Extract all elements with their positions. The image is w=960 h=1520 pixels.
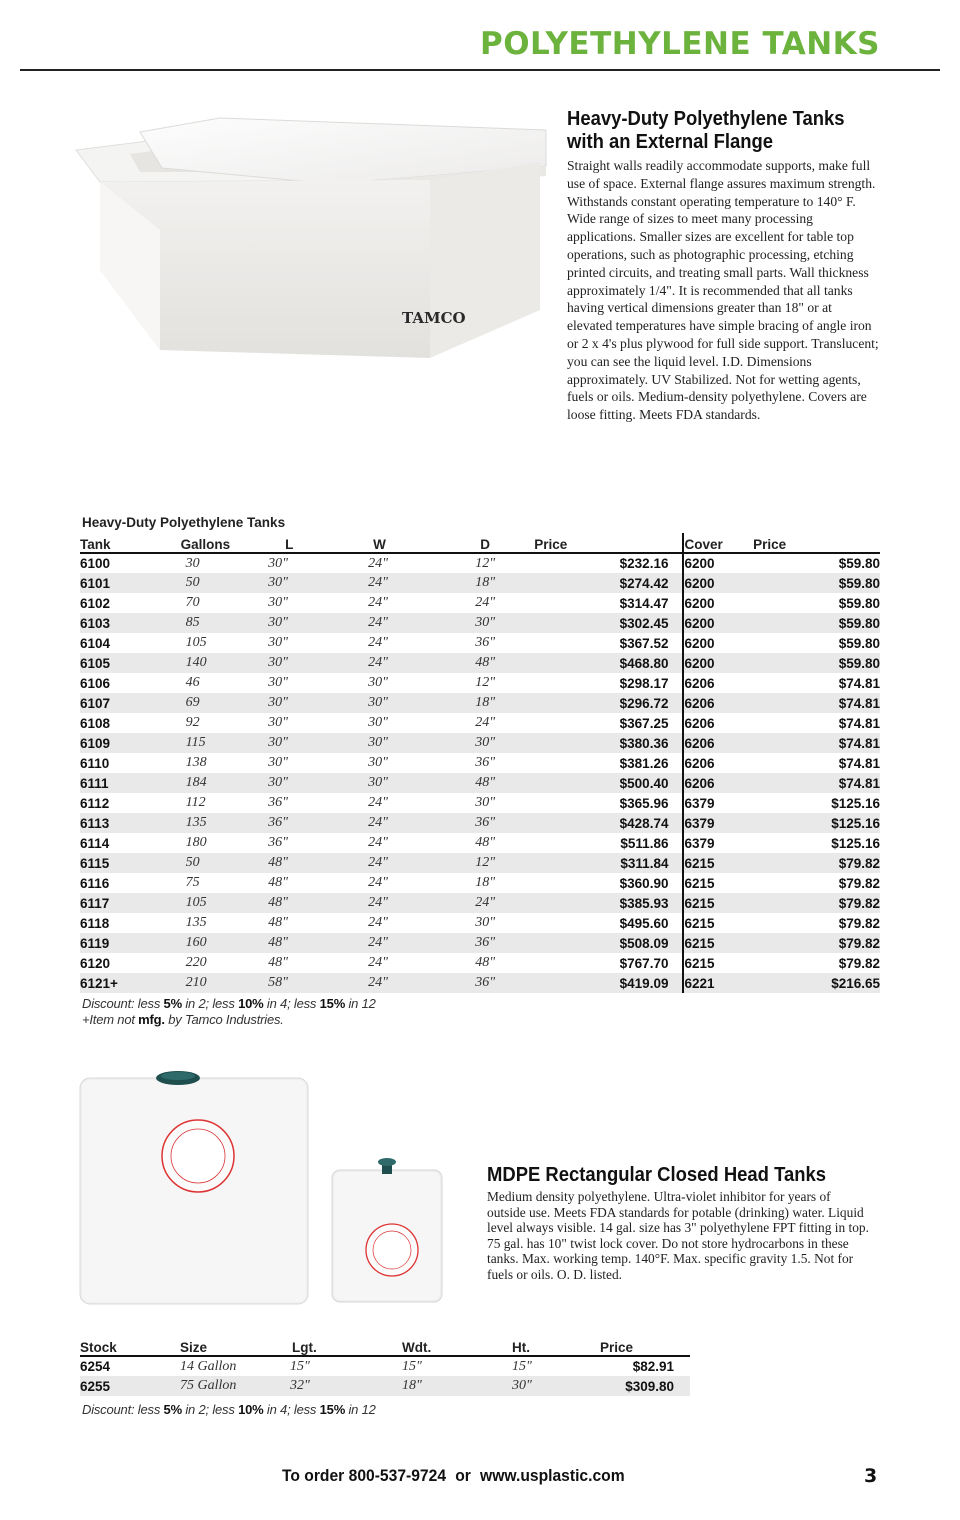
table-cell: 24" xyxy=(318,813,425,833)
table-cell: 75 Gallon xyxy=(160,1376,260,1396)
table-cell: $360.90 xyxy=(534,873,683,893)
table-row xyxy=(80,833,880,853)
table-cell: 30" xyxy=(230,573,318,593)
heavy-duty-tanks-table xyxy=(80,533,880,993)
table-cell: 220 xyxy=(185,955,207,970)
product1-description: Straight walls readily accommodate supports, make full use of space. External flange assures maximum strength. Withstands constant operating temperature to 140° F. Wide range of sizes to meet many processing applications. Smaller sizes are excellent for table top operations, such as photographic processing, etching printed circuits, and treating small parts. Wall thickness approximately 1/4". It is recommended that all tanks having vertical dimensions greater than 18" or at elevated temperatures have simple bracing of angle iron or 2 x 4's plus plywood for full side support. Translucent; you can see the liquid level. I.D. Dimensions approximately. UV Stabilized. Not for wetting agents, fuels or oils. Medium-density polyethylene. Covers are loose fitting. Meets FDA standards. xyxy=(567,158,879,423)
table-cell: $74.81 xyxy=(753,773,880,793)
table-cell: 6121+ xyxy=(80,973,136,993)
table-cell: 30" xyxy=(268,595,289,610)
table-cell: 12" xyxy=(425,853,534,873)
table-cell: 24" xyxy=(368,835,389,850)
table-row xyxy=(80,673,880,693)
table-cell: 48" xyxy=(230,933,318,953)
table-cell: 15" xyxy=(512,1358,532,1374)
website-link[interactable]: www.usplastic.com xyxy=(480,1466,625,1485)
table-cell: 70 xyxy=(185,595,200,610)
table-row xyxy=(80,913,880,933)
table-cell: $82.91 xyxy=(632,1359,674,1374)
table-cell: 30" xyxy=(368,675,389,690)
table-cell: $74.81 xyxy=(838,675,880,691)
table-row xyxy=(80,713,880,733)
table-cell: $296.72 xyxy=(534,693,683,713)
table-cell: $125.16 xyxy=(831,835,880,851)
table-cell: 50 xyxy=(136,573,231,593)
table-cell: $74.81 xyxy=(753,693,880,713)
table-cell: 6206 xyxy=(683,773,753,793)
table-cell: 6113 xyxy=(80,813,136,833)
table-row xyxy=(80,573,880,593)
table-cell: 105 xyxy=(185,635,207,650)
table-cell: $380.36 xyxy=(534,733,683,753)
table-cell: 6105 xyxy=(80,653,136,673)
flanged-tank-image xyxy=(70,110,550,370)
table-cell: 6254 xyxy=(80,1359,111,1374)
table-cell: 6102 xyxy=(80,595,111,611)
table-cell: 48" xyxy=(268,875,289,890)
col-w: W xyxy=(318,533,425,553)
table-cell: 12" xyxy=(475,555,496,571)
table-cell: 30" xyxy=(318,693,425,713)
table-cell: 6119 xyxy=(80,933,136,953)
table-cell: 30" xyxy=(268,675,289,690)
mfg-note: +Item not mfg. by Tamco Industries. xyxy=(82,1012,284,1027)
product1-title: Heavy-Duty Polyethylene Tanks with an External Flange xyxy=(567,107,845,153)
table-cell: 14 Gallon xyxy=(180,1358,237,1374)
table-cell: $314.47 xyxy=(534,593,683,613)
table-cell: 36" xyxy=(425,973,534,993)
table-cell: 18" xyxy=(425,693,534,713)
table-cell: $79.82 xyxy=(753,893,880,913)
table-row xyxy=(80,873,880,893)
col-ht: Ht. xyxy=(490,1336,600,1356)
col-d: D xyxy=(425,533,534,553)
table-cell: 75 xyxy=(185,875,200,890)
table-cell: 6100 xyxy=(80,556,111,571)
discount-note: Discount: less 5% in 2; less 10% in 4; less 15% in 12 xyxy=(82,996,376,1011)
table-cell: 92 xyxy=(185,715,200,730)
table-caption: Heavy-Duty Polyethylene Tanks xyxy=(82,515,286,530)
table-cell: 18" xyxy=(425,573,534,593)
table-cell: 6118 xyxy=(80,915,110,931)
table-cell: 36" xyxy=(425,933,534,953)
table-row xyxy=(80,893,880,913)
table-row xyxy=(80,853,880,873)
mdpe-tanks-table xyxy=(80,1336,690,1396)
table-cell: 112 xyxy=(185,795,206,810)
table-cell: 69 xyxy=(136,693,231,713)
table-cell: 36" xyxy=(268,795,289,810)
table-cell: 48" xyxy=(268,915,289,930)
table-cell: 24" xyxy=(318,573,425,593)
col-size: Size xyxy=(160,1336,260,1356)
table-row xyxy=(80,973,880,993)
table-cell: 36" xyxy=(425,813,534,833)
table-cell: 24" xyxy=(368,595,389,610)
table-cell: 6221 xyxy=(683,973,753,993)
table-cell: 24" xyxy=(318,853,425,873)
table-cell: 48" xyxy=(230,893,318,913)
table-cell: 30" xyxy=(318,773,425,793)
table-row xyxy=(80,953,880,973)
table-cell: 6379 xyxy=(684,795,715,811)
table-cell: $311.84 xyxy=(534,853,683,873)
table-cell: 30" xyxy=(230,693,318,713)
table-cell: 12" xyxy=(475,675,496,690)
table-cell: 6215 xyxy=(683,893,753,913)
table-cell: 24" xyxy=(318,893,425,913)
table-cell: $59.80 xyxy=(753,573,880,593)
footer-order-line xyxy=(282,1466,625,1486)
table-cell: 24" xyxy=(318,973,425,993)
table-cell: 6115 xyxy=(80,853,136,873)
col-gallons: Gallons xyxy=(136,533,231,553)
table-cell: $419.09 xyxy=(534,973,683,993)
table-cell: 6215 xyxy=(684,875,715,891)
table-cell: 6112 xyxy=(80,795,110,811)
table-cell: 30" xyxy=(230,733,318,753)
table-cell: $125.16 xyxy=(831,795,880,811)
table-cell: 180 xyxy=(185,835,207,850)
table-cell: 6111 xyxy=(80,773,136,793)
table-cell: $216.65 xyxy=(753,973,880,993)
table-cell: 6206 xyxy=(684,715,715,731)
table-cell: 48" xyxy=(475,955,496,970)
table-cell: 30" xyxy=(230,653,318,673)
table-cell: $302.45 xyxy=(534,613,683,633)
table-cell: 160 xyxy=(136,933,231,953)
table-cell: 6200 xyxy=(684,556,715,571)
table-cell: 6215 xyxy=(683,933,753,953)
table-cell: 30" xyxy=(268,555,289,571)
col-lgt: Lgt. xyxy=(260,1336,380,1356)
table-cell: 210 xyxy=(136,973,231,993)
col-stock: Stock xyxy=(80,1336,160,1356)
table-cell: 48" xyxy=(425,773,534,793)
table-cell: 6109 xyxy=(80,733,136,753)
table-cell: 24" xyxy=(368,955,389,970)
table-row xyxy=(80,633,880,653)
product2-title: MDPE Rectangular Closed Head Tanks xyxy=(487,1163,827,1186)
tamco-logo: TAMCO xyxy=(402,309,466,327)
table-row xyxy=(80,733,880,753)
table-cell: 6117 xyxy=(80,893,136,913)
table-cell: $428.74 xyxy=(534,813,683,833)
table-cell: 30" xyxy=(475,795,496,810)
table-cell: 6101 xyxy=(80,573,136,593)
table-cell: 36" xyxy=(475,755,496,770)
order-phone: To order 800-537-9724 xyxy=(282,1466,447,1485)
table-cell: $79.82 xyxy=(838,915,880,931)
table-row xyxy=(80,933,880,953)
mdpe-tanks-image xyxy=(74,1068,454,1308)
col-price: Price xyxy=(534,533,683,553)
table-cell: 6215 xyxy=(684,955,715,971)
table-cell: 135 xyxy=(185,915,207,930)
table-cell: 32" xyxy=(260,1376,380,1396)
table-cell: 6206 xyxy=(683,693,753,713)
discount-note-2: Discount: less 5% in 2; less 10% in 4; less 15% in 12 xyxy=(82,1402,376,1417)
table-cell: 6116 xyxy=(80,875,110,891)
table-row xyxy=(80,813,880,833)
table-row xyxy=(80,793,880,813)
table-cell: $79.82 xyxy=(753,853,880,873)
table-cell: 6107 xyxy=(80,693,136,713)
table-cell: 6104 xyxy=(80,635,111,651)
table-cell: 6106 xyxy=(80,675,111,691)
table-cell: 58" xyxy=(230,973,318,993)
table-row xyxy=(80,773,880,793)
table-cell: 30" xyxy=(318,733,425,753)
table-cell: 6200 xyxy=(683,613,753,633)
table-cell: 30" xyxy=(490,1376,600,1396)
table-cell: 24" xyxy=(475,595,496,610)
table-cell: 15" xyxy=(290,1358,310,1374)
table-cell: 184 xyxy=(136,773,231,793)
table-cell: 6215 xyxy=(683,853,753,873)
table-cell: 6255 xyxy=(80,1376,160,1396)
table-cell: 6200 xyxy=(684,635,715,651)
table-cell: $309.80 xyxy=(600,1376,690,1396)
table-cell: 36" xyxy=(268,835,289,850)
table-cell: 36" xyxy=(230,813,318,833)
table-cell: 30" xyxy=(230,613,318,633)
table-cell: $385.93 xyxy=(534,893,683,913)
table-cell: $468.80 xyxy=(534,653,683,673)
table-cell: 24" xyxy=(368,915,389,930)
table-cell: $79.82 xyxy=(753,933,880,953)
table-cell: 30" xyxy=(268,635,289,650)
table-cell: 24" xyxy=(318,653,425,673)
table-cell: $767.70 xyxy=(534,953,683,973)
table-cell: 6200 xyxy=(683,573,753,593)
table-cell: 6200 xyxy=(684,595,715,611)
table-cell: 6206 xyxy=(683,733,753,753)
table-cell: $59.80 xyxy=(838,556,880,571)
table-cell: 6108 xyxy=(80,715,111,731)
table-cell: 24" xyxy=(368,555,389,571)
table-cell: 24" xyxy=(368,795,389,810)
table-cell: 30" xyxy=(268,715,289,730)
table-cell: 30" xyxy=(368,715,389,730)
table-cell: 46 xyxy=(185,675,200,690)
col-cover: Cover xyxy=(683,533,753,553)
table-cell: 48" xyxy=(425,653,534,673)
table-cell: $79.82 xyxy=(838,875,880,891)
table-row xyxy=(80,1376,690,1396)
table-cell: $367.25 xyxy=(534,713,683,733)
table-cell: $59.80 xyxy=(838,635,880,651)
table-cell: 30" xyxy=(368,755,389,770)
table-cell: 105 xyxy=(136,893,231,913)
table-cell: 36" xyxy=(475,635,496,650)
table-cell: $367.52 xyxy=(534,633,683,653)
table-row xyxy=(80,593,880,613)
table-cell: 24" xyxy=(318,933,425,953)
table-cell: 30" xyxy=(268,755,289,770)
table-row xyxy=(80,753,880,773)
table-cell: $495.60 xyxy=(534,913,683,933)
table-cell: $125.16 xyxy=(753,813,880,833)
table-cell: $365.96 xyxy=(534,793,683,813)
table-cell: $59.80 xyxy=(753,613,880,633)
table-row xyxy=(80,613,880,633)
table-cell: 15" xyxy=(402,1358,422,1374)
table-cell: 48" xyxy=(475,835,496,850)
table-cell: 6215 xyxy=(684,915,715,931)
table-row xyxy=(80,553,880,573)
product2-description: Medium density polyethylene. Ultra-violet inhibitor for years of outside use. Meets FDA standards for potable (drinking) water. Liquid level always visible. 14 gal. size has 3" polyethylene FPT fitting in top. 75 gal. has 10" twist lock cover. Do not store hydrocarbons in these tanks. Max. working temp. 140°F. Max. specific gravity 1.5. Not for fuels or oils. O. D. listed. xyxy=(487,1189,869,1282)
col-l: L xyxy=(230,533,318,553)
table-cell: 48" xyxy=(230,853,318,873)
table-cell: 6120 xyxy=(80,955,111,971)
table-cell: 24" xyxy=(318,613,425,633)
table-cell: 30" xyxy=(425,733,534,753)
page-title: POLYETHYLENE TANKS xyxy=(479,26,880,62)
table-cell: $500.40 xyxy=(534,773,683,793)
page-number: 3 xyxy=(864,1465,878,1487)
table-cell: 6379 xyxy=(684,835,715,851)
table-cell: 6110 xyxy=(80,755,110,771)
table-cell: $298.17 xyxy=(534,673,683,693)
table-row xyxy=(80,1356,690,1376)
table-cell: $74.81 xyxy=(838,715,880,731)
table-cell: $511.86 xyxy=(534,833,683,853)
table-cell: 24" xyxy=(368,875,389,890)
or-text: or xyxy=(455,1466,471,1485)
col-tank: Tank xyxy=(80,533,136,553)
col-wdt: Wdt. xyxy=(380,1336,490,1356)
table-cell: 30" xyxy=(475,915,496,930)
table-cell: 6103 xyxy=(80,613,136,633)
header-divider xyxy=(20,69,940,71)
table-cell: 18" xyxy=(475,875,496,890)
table-cell: 6206 xyxy=(684,675,715,691)
table-cell: 18" xyxy=(380,1376,490,1396)
table-cell: 6114 xyxy=(80,835,110,851)
table-cell: 138 xyxy=(185,755,207,770)
table-cell: $274.42 xyxy=(534,573,683,593)
table-cell: 140 xyxy=(136,653,231,673)
table-cell: 135 xyxy=(136,813,231,833)
col-cover-price: Price xyxy=(753,533,880,553)
table-cell: $232.16 xyxy=(534,553,683,573)
table-cell: 6200 xyxy=(683,653,753,673)
table-cell: 24" xyxy=(475,715,496,730)
table-cell: 6379 xyxy=(683,813,753,833)
table-cell: 85 xyxy=(136,613,231,633)
table-cell: $59.80 xyxy=(753,653,880,673)
col-price: Price xyxy=(600,1336,690,1356)
table-cell: $74.81 xyxy=(753,733,880,753)
table-cell: 30" xyxy=(425,613,534,633)
table-cell: 24" xyxy=(368,635,389,650)
table-cell: 30 xyxy=(185,555,200,571)
table-cell: 50 xyxy=(136,853,231,873)
table-cell: 24" xyxy=(425,893,534,913)
table-cell: $74.81 xyxy=(838,755,880,771)
table-cell: $508.09 xyxy=(534,933,683,953)
table-cell: 30" xyxy=(230,773,318,793)
table-row xyxy=(80,693,880,713)
table-cell: 48" xyxy=(268,955,289,970)
table-cell: 6206 xyxy=(684,755,715,771)
table-cell: $381.26 xyxy=(534,753,683,773)
table-cell: $59.80 xyxy=(838,595,880,611)
table-cell: $79.82 xyxy=(838,955,880,971)
table-row xyxy=(80,653,880,673)
table-cell: 115 xyxy=(136,733,231,753)
